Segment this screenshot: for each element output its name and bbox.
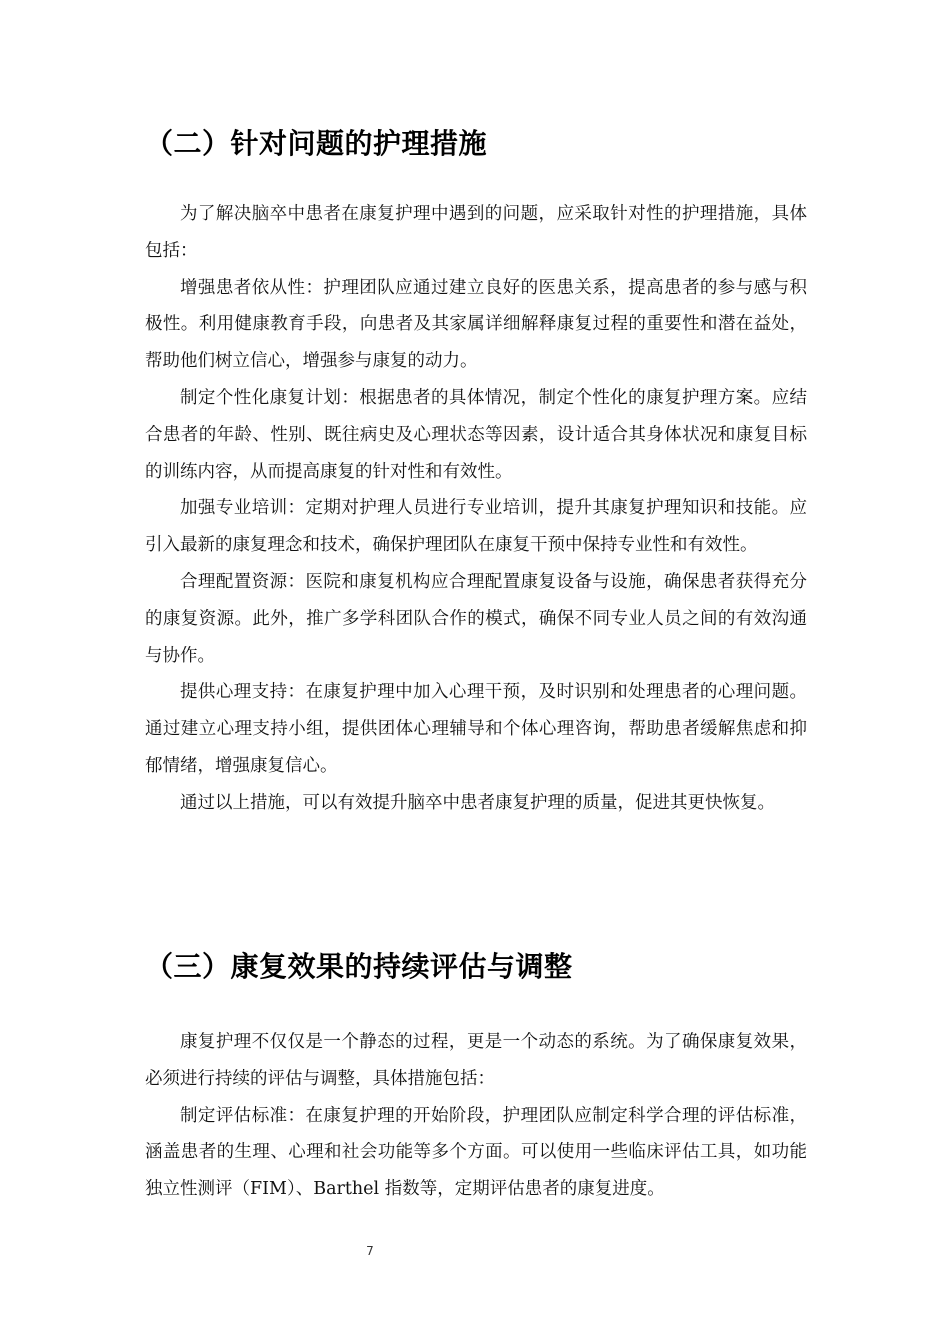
page-number: 7 [366,1244,374,1258]
section-body-nursing-measures [145,196,807,822]
paragraph-intro: 为了解决脑卒中患者在康复护理中遇到的问题，应采取针对性的护理措施，具体包括： [145,204,807,261]
section-heading-nursing-measures: （二）针对问题的护理措施 [145,127,488,160]
section-heading-evaluation: （三）康复效果的持续评估与调整 [145,950,573,983]
paragraph-training: 加强专业培训：定期对护理人员进行专业培训，提升其康复护理知识和技能。应引入最新的康复理念和技术，确保护理团队在康复干预中保持专业性和有效性。 [145,498,807,556]
section-body-evaluation [145,1024,807,1208]
paragraph-psychological-support: 提供心理支持：在康复护理中加入心理干预，及时识别和处理患者的心理问题。通过建立心理支持小组，提供团体心理辅导和个体心理咨询，帮助患者缓解焦虑和抑郁情绪，增强康复信心。 [145,682,807,776]
paragraph-resources: 合理配置资源：医院和康复机构应合理配置康复设备与设施，确保患者获得充分的康复资源。此外，推广多学科团队合作的模式，确保不同专业人员之间的有效沟通与协作。 [145,571,807,666]
paragraph-evaluation-standards: 制定评估标准：在康复护理的开始阶段，护理团队应制定科学合理的评估标准，涵盖患者的生理、心理和社会功能等多个方面。可以使用一些临床评估工具，如功能独立性测评（FIM）、Barthel 指数等，定期评估患者的康复进度。 [145,1105,807,1200]
paragraph-conclusion: 通过以上措施，可以有效提升脑卒中患者康复护理的质量，促进其更快恢复。 [180,792,775,813]
paragraph-personalized-plan: 制定个性化康复计划：根据患者的具体情况，制定个性化的康复护理方案。应结合患者的年龄、性别、既往病史及心理状态等因素，设计适合其身体状况和康复目标的训练内容，从而提高康复的针对性和有效性。 [145,387,807,482]
paragraph-evaluation-intro: 康复护理不仅仅是一个静态的过程，更是一个动态的系统。为了确保康复效果，必须进行持续的评估与调整，具体措施包括： [145,1032,807,1089]
paragraph-compliance: 增强患者依从性：护理团队应通过建立良好的医患关系，提高患者的参与感与积极性。利用健康教育手段，向患者及其家属详细解释康复过程的重要性和潜在益处，帮助他们树立信心，增强参与康复的动力。 [145,277,807,372]
